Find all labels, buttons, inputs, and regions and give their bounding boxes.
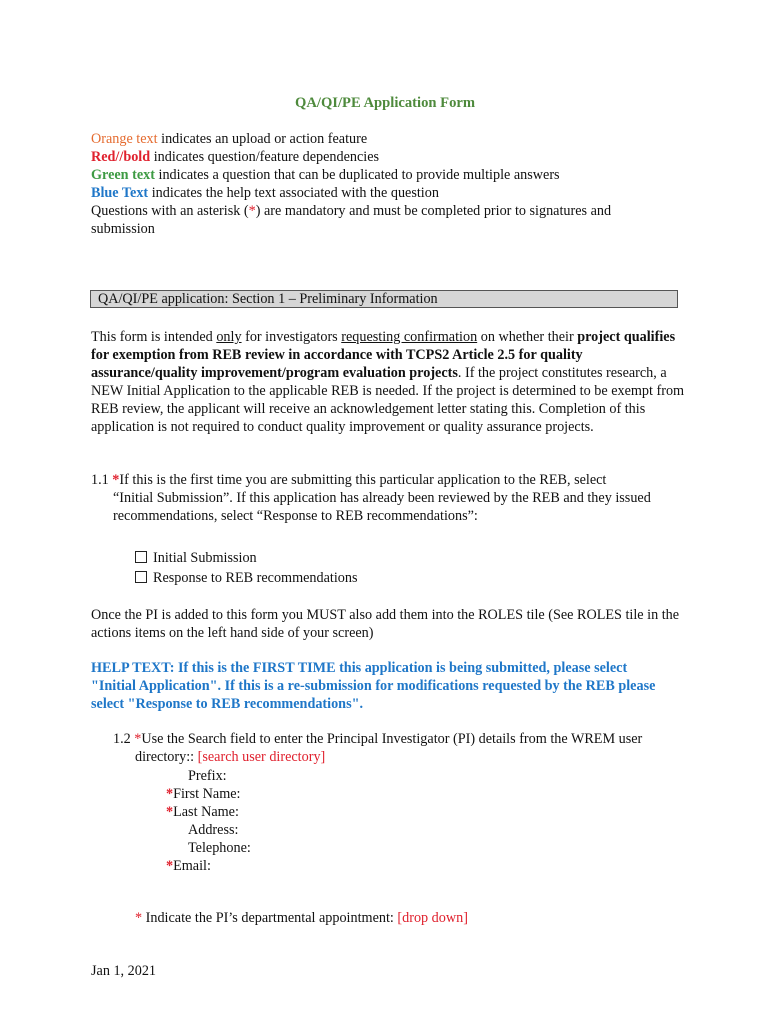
field-email-label: Email: — [173, 858, 211, 874]
intro-bold-text: project qualifies for exemption from REB review in accordance with TCPS2 Article 2.5 for quality assurance/quality improvement/program evaluation projects — [91, 329, 676, 381]
pi-details-fields — [166, 767, 251, 875]
intro-text-2: for investigators — [241, 329, 342, 345]
color-legend — [91, 130, 691, 238]
required-star: * — [166, 858, 174, 874]
question-1-1 — [91, 471, 691, 525]
field-last-name[interactable] — [166, 803, 251, 821]
legend-blue — [91, 184, 691, 202]
legend-red — [91, 148, 691, 166]
intro-paragraph — [91, 328, 691, 436]
option-label: Initial Submission — [153, 550, 257, 566]
legend-green-key: Green text — [91, 167, 155, 183]
question-1-1-number: 1.1 — [91, 472, 113, 488]
field-prefix[interactable]: Prefix: — [188, 768, 227, 784]
legend-blue-key: Blue Text — [91, 185, 149, 201]
footer-date: Jan 1, 2021 — [91, 963, 157, 979]
intro-text-1: This form is intended — [91, 329, 217, 345]
help-text: HELP TEXT: If this is the FIRST TIME this application is being submitted, please select "Initial Application". If this is a re-submission for modifications requested by the REB please select "Response to REB recommendations". — [91, 660, 656, 712]
legend-green-desc: indicates a question that can be duplicated to provide multiple answers — [154, 167, 560, 183]
field-telephone[interactable]: Telephone: — [188, 840, 251, 856]
required-star: * — [166, 804, 174, 820]
legend-mandatory-pre: Questions with an asterisk ( — [91, 203, 249, 219]
option-initial-submission[interactable] — [135, 549, 358, 569]
question-1-2-line2 — [113, 748, 693, 766]
question-1-1-continuation: “Initial Submission”. If this application has already been reviewed by the REB and they issued recommendations, select “Response to REB recommendations”: — [113, 490, 651, 524]
field-first-name-label: First Name: — [173, 786, 241, 802]
legend-red-desc: indicates question/feature dependencies — [150, 149, 380, 165]
legend-blue-desc: indicates the help text associated with the question — [148, 185, 439, 201]
legend-orange — [91, 130, 691, 148]
search-user-directory-link[interactable]: [search user directory] — [197, 749, 326, 765]
checkbox-icon[interactable] — [135, 551, 147, 563]
intro-text-3: on whether their — [477, 329, 578, 345]
option-label: Response to REB recommendations — [153, 570, 358, 586]
legend-green — [91, 166, 691, 184]
submission-type-options — [135, 549, 358, 589]
required-star: * — [166, 786, 174, 802]
field-first-name[interactable] — [166, 785, 251, 803]
dept-dropdown[interactable]: [drop down] — [397, 910, 468, 926]
question-1-1-line1 — [91, 471, 691, 489]
section-header: QA/QI/PE application: Section 1 – Preliminary Information — [90, 290, 678, 308]
question-1-2-directory-label: directory:: — [135, 749, 198, 765]
legend-mandatory — [91, 202, 671, 238]
question-1-2-number: 1.2 — [113, 731, 135, 747]
field-email[interactable] — [166, 857, 251, 875]
question-1-2 — [113, 730, 693, 766]
intro-text-4: . If the project constitutes research, a NEW Initial Application to the applicable REB is needed. If the project is determined to be exempt from REB review, the applicant will receive an acknowledgement letter stating this. Completion of this application is not required to conduct quality improvement or quality assurance projects. — [91, 365, 685, 435]
question-1-2-text: Use the Search field to enter the Principal Investigator (PI) details from the WREM user — [141, 731, 643, 747]
legend-mandatory-star: * — [248, 203, 256, 219]
question-1-2-star: * — [134, 731, 142, 747]
intro-underline-only: only — [216, 329, 242, 345]
dept-star: * — [135, 910, 143, 926]
option-response-to-reb[interactable] — [135, 569, 358, 589]
legend-red-key: Red//bold — [91, 149, 151, 165]
page-title: QA/QI/PE Application Form — [295, 95, 475, 111]
question-1-1-star: * — [112, 472, 120, 488]
checkbox-icon[interactable] — [135, 571, 147, 583]
legend-mandatory-post: ) are mandatory and must be completed prior to signatures and submission — [91, 203, 612, 237]
field-address[interactable]: Address: — [188, 822, 239, 838]
field-last-name-label: Last Name: — [173, 804, 239, 820]
legend-orange-desc: indicates an upload or action feature — [157, 131, 368, 147]
intro-underline-requesting: requesting confirmation — [341, 329, 478, 345]
question-1-1-text: If this is the first time you are submitting this particular application to the REB, select — [119, 472, 607, 488]
departmental-appointment — [135, 909, 468, 927]
roles-note: Once the PI is added to this form you MUST also add them into the ROLES tile (See ROLES tile in the actions items on the left hand side of your screen) — [91, 607, 680, 641]
legend-orange-key: Orange text — [91, 131, 158, 147]
dept-label: Indicate the PI’s departmental appointment: — [142, 910, 398, 926]
